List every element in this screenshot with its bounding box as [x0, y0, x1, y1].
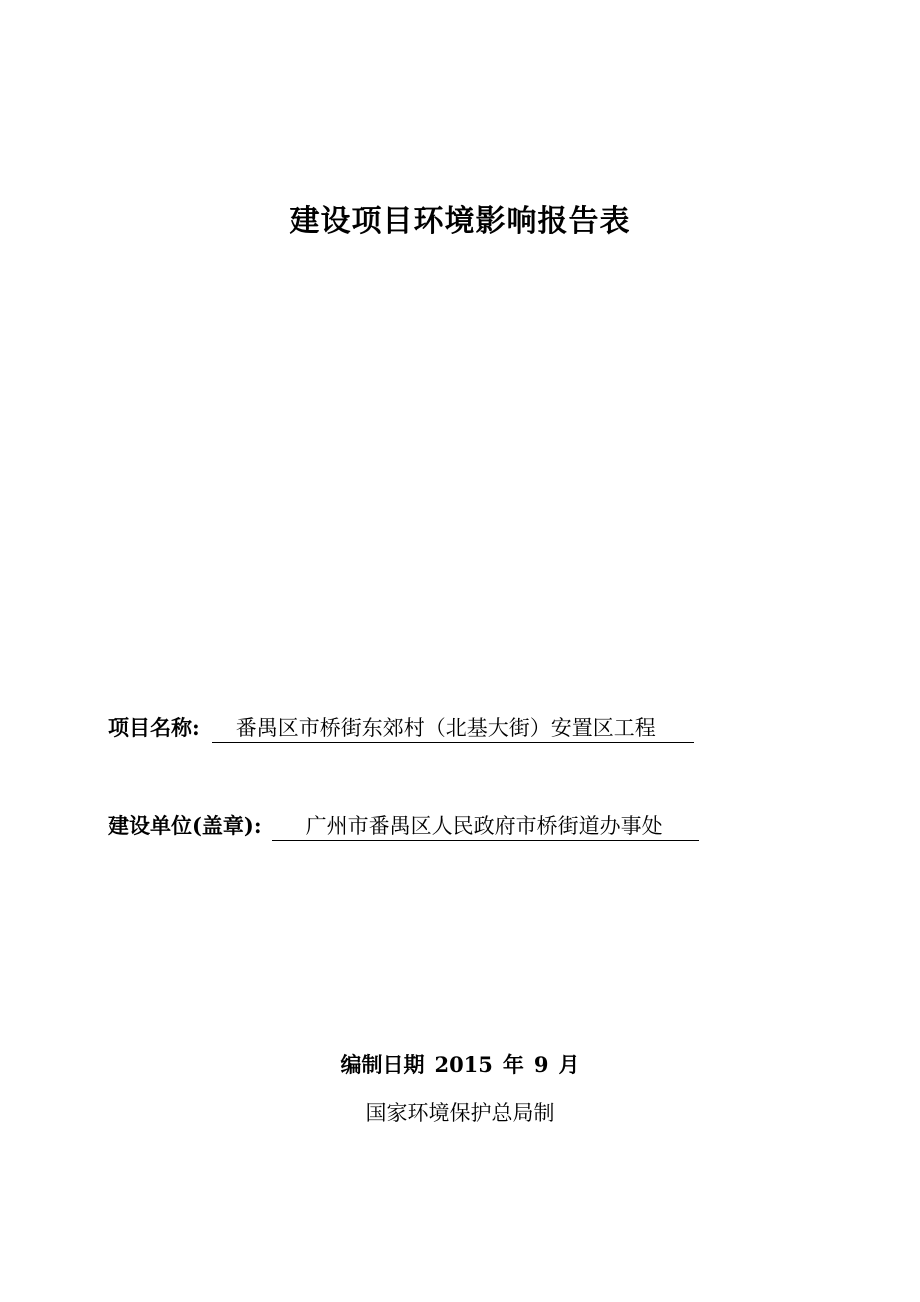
- construction-unit-row: [108, 811, 699, 841]
- compile-date-year: 2015: [434, 1052, 493, 1077]
- project-name-value: 番禺区市桥街东郊村（北基大街）安置区工程: [212, 714, 694, 743]
- compile-date-label: 编制日期: [340, 1052, 425, 1077]
- construction-unit-value: 广州市番禺区人民政府市桥街道办事处: [272, 812, 699, 841]
- page-title: 建设项目环境影响报告表: [289, 204, 631, 239]
- compile-date-line: [0, 1050, 920, 1080]
- compile-date-month-unit: 月: [558, 1052, 580, 1077]
- project-name-label: 项目名称:: [108, 715, 200, 740]
- compile-date-month: 9: [533, 1052, 549, 1077]
- compile-date-year-unit: 年: [502, 1052, 524, 1077]
- issuer-line: 国家环境保护总局制: [365, 1101, 555, 1125]
- construction-unit-label: 建设单位(盖章):: [108, 813, 262, 838]
- project-name-row: [108, 713, 694, 743]
